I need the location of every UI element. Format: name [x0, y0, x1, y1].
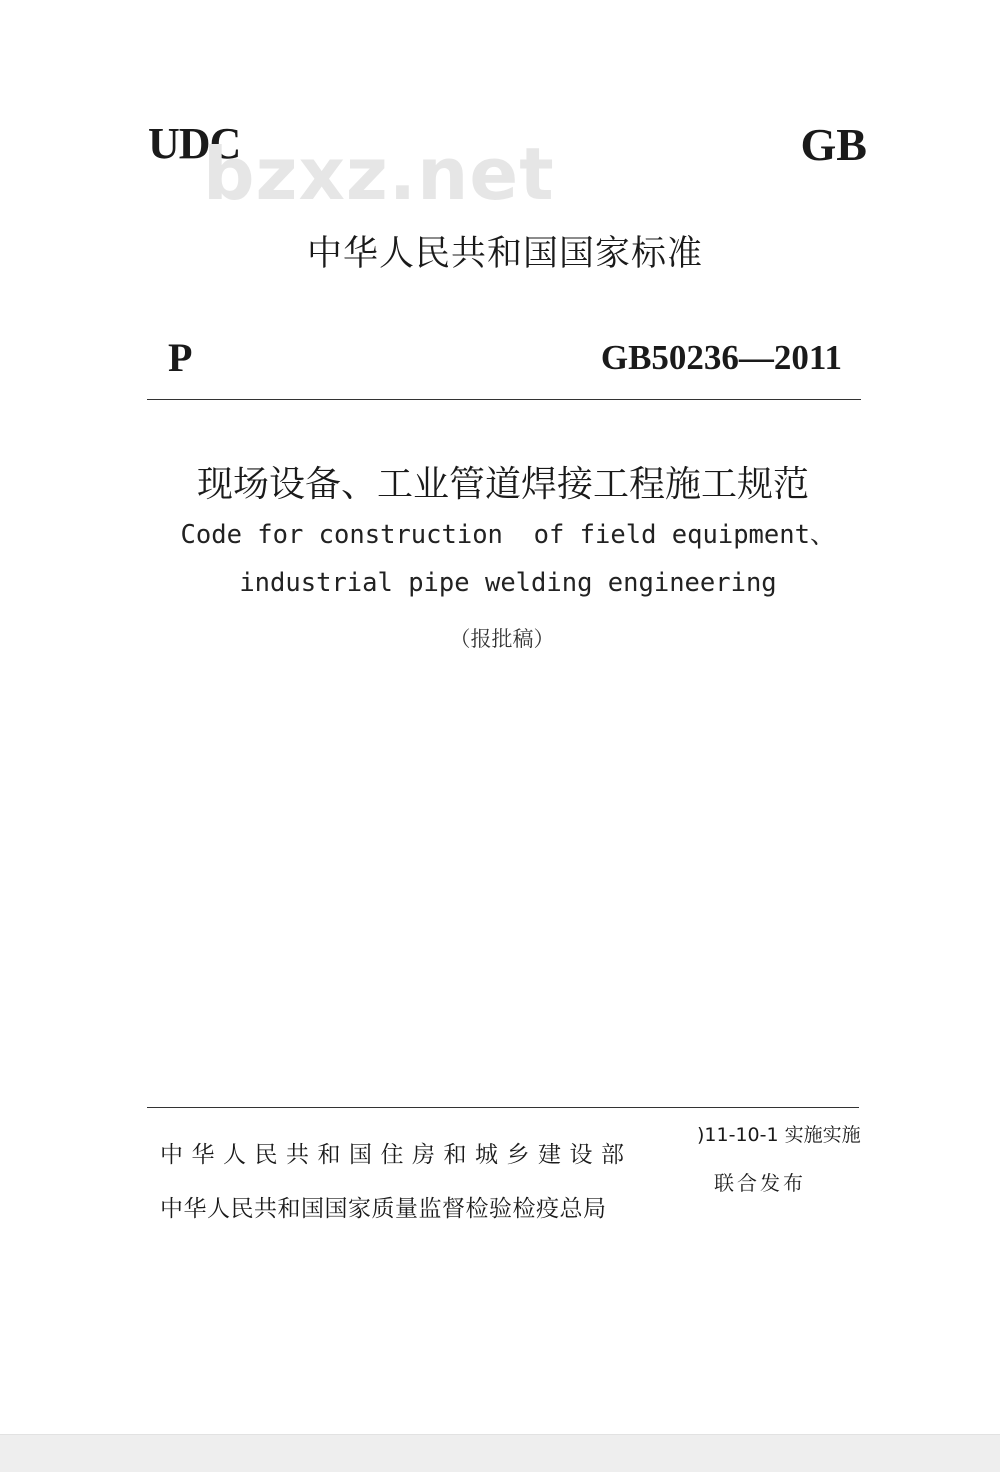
bottom-divider: [147, 1107, 859, 1108]
top-divider: [147, 399, 861, 400]
document-title-en-line1: Code for construction of field equipment、: [180, 520, 836, 550]
joint-release: 联合发布: [714, 1171, 806, 1195]
publisher-ministry: 中华人民共和国住房和城乡建设部: [160, 1142, 633, 1168]
national-standard-title: 中华人民共和国国家标准: [306, 234, 703, 274]
gb-label: GB: [800, 119, 867, 170]
document-title-cn: 现场设备、工业管道焊接工程施工规范: [196, 464, 809, 505]
implementation-date: )11-10-1 实施实施: [697, 1124, 861, 1146]
udc-label: UDC: [148, 119, 241, 168]
standard-number: GB50236—2011: [600, 338, 842, 377]
publisher-aqsiq: 中华人民共和国国家质量监督检验检疫总局: [160, 1196, 607, 1222]
document-title-en-line2: industrial pipe welding engineering: [239, 568, 777, 598]
watermark: bzxz.net: [203, 132, 555, 216]
classification-code: P: [168, 335, 193, 380]
draft-status: （报批稿）: [449, 627, 555, 651]
page-bottom-band: [0, 1434, 1000, 1472]
